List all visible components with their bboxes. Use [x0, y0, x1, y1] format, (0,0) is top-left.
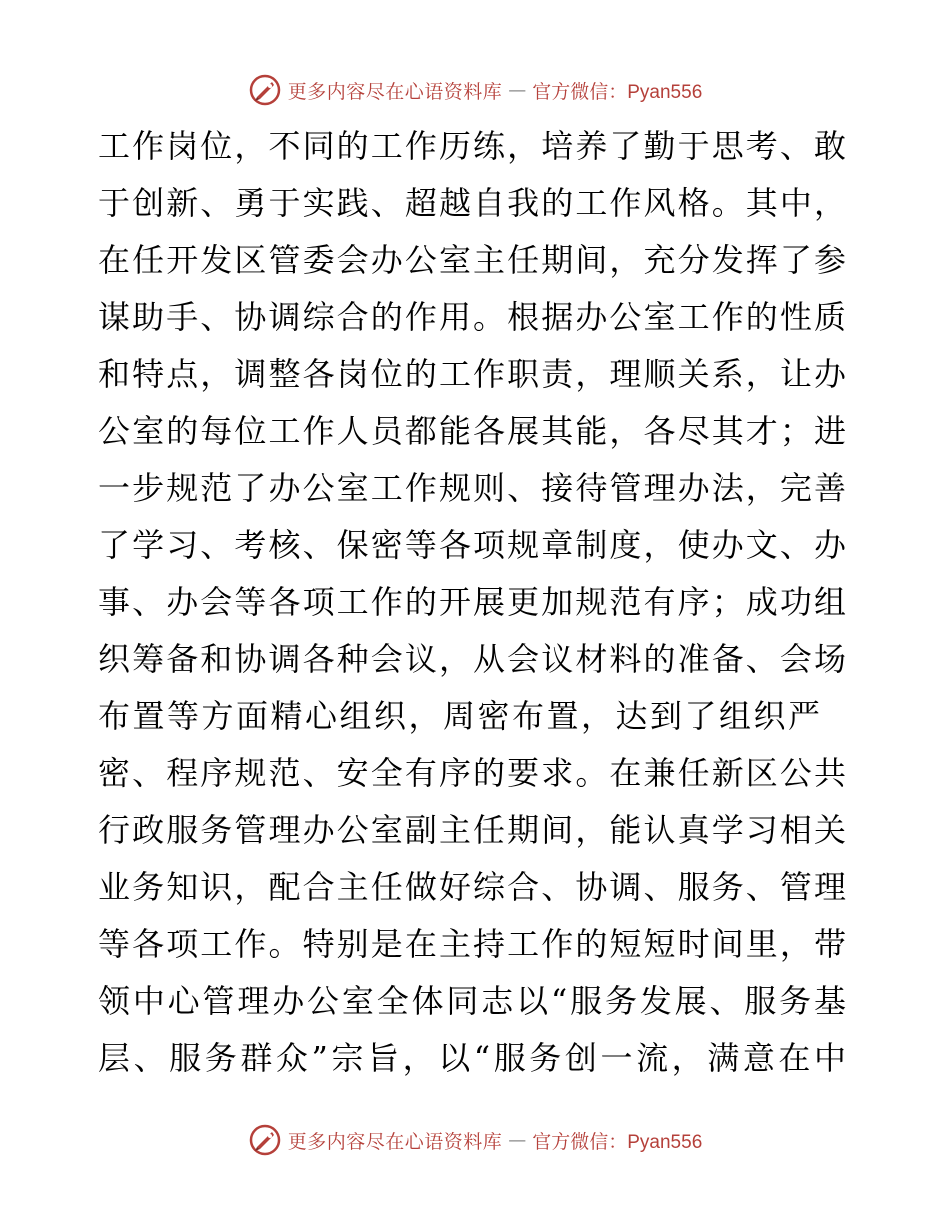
- body-line: 领中心管理办公室全体同志以“服务发展、服务基: [98, 982, 846, 1020]
- body-line: 事、办会等各项工作的开展更加规范有序；成功组: [98, 583, 846, 621]
- body-line: 层、服务群众”宗旨，以“服务创一流，满意在中: [98, 1039, 846, 1077]
- document-body: [98, 118, 858, 1087]
- watermark-text: 更多内容尽在心语资料库: [287, 1130, 503, 1153]
- body-line: 于创新、勇于实践、超越自我的工作风格。其中，: [98, 184, 846, 222]
- watermark-contact-id: Pyan556: [627, 81, 703, 103]
- body-line: 布置等方面精心组织，周密布置，达到了组织严: [98, 697, 823, 735]
- body-line: 工作岗位，不同的工作历练，培养了勤于思考、敢: [98, 127, 846, 165]
- watermark-separator: —: [508, 1129, 527, 1151]
- watermark-contact: [532, 77, 702, 104]
- body-line: 行政服务管理办公室副主任期间，能认真学习相关: [98, 811, 846, 849]
- watermark-text: 更多内容尽在心语资料库: [287, 80, 503, 103]
- footer-watermark: [0, 1122, 950, 1158]
- watermark-contact-id: Pyan556: [627, 1131, 703, 1153]
- body-line: 等各项工作。特别是在主持工作的短短时间里，带: [98, 925, 846, 963]
- watermark-contact-label: 官方微信：: [532, 80, 628, 103]
- body-line: 密、程序规范、安全有序的要求。在兼任新区公共: [98, 754, 846, 792]
- watermark-separator: —: [508, 79, 527, 101]
- header-watermark: [0, 72, 950, 108]
- body-line: 了学习、考核、保密等各项规章制度，使办文、办: [98, 526, 846, 564]
- body-line: 谋助手、协调综合的作用。根据办公室工作的性质: [98, 298, 846, 336]
- body-line: 织筹备和协调各种会议，从会议材料的准备、会场: [98, 640, 846, 678]
- body-line: 业务知识，配合主任做好综合、协调、服务、管理: [98, 868, 846, 906]
- quill-logo-icon: [248, 73, 282, 107]
- body-line: 在任开发区管委会办公室主任期间，充分发挥了参: [98, 241, 846, 279]
- body-line: 和特点，调整各岗位的工作职责，理顺关系，让办: [98, 355, 846, 393]
- body-line: 公室的每位工作人员都能各展其能，各尽其才；进: [98, 412, 846, 450]
- watermark-contact-label: 官方微信：: [532, 1130, 628, 1153]
- watermark-contact: [532, 1127, 702, 1154]
- quill-logo-icon: [248, 1123, 282, 1157]
- body-line: 一步规范了办公室工作规则、接待管理办法，完善: [98, 469, 846, 507]
